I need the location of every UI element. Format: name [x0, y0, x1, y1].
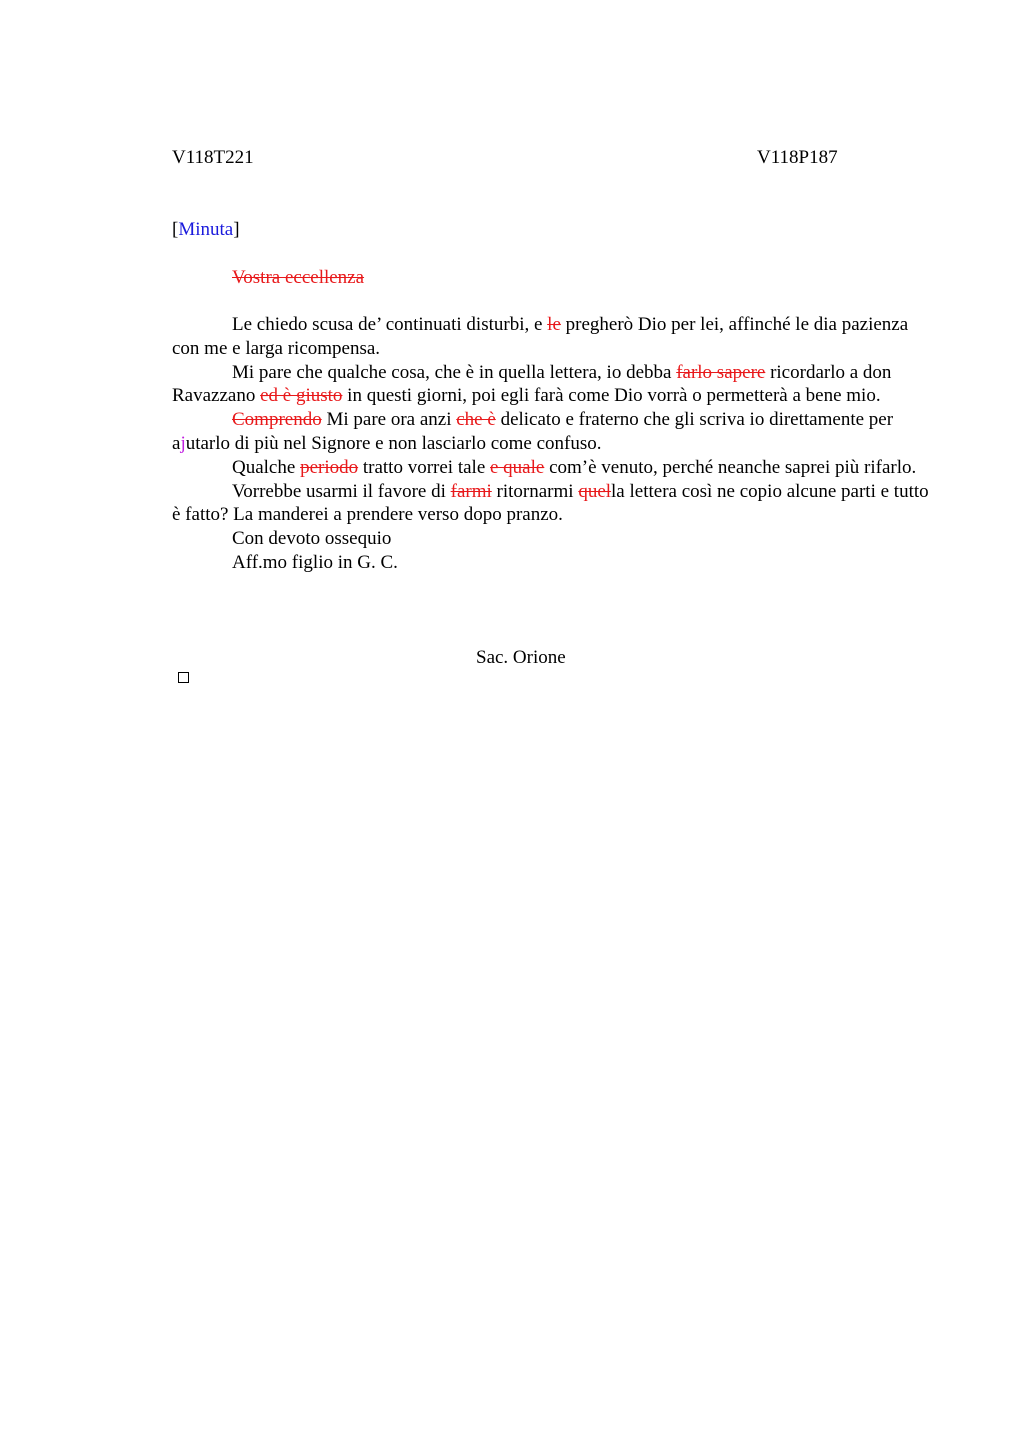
close-bracket: ] [233, 219, 240, 240]
document-code-right: V118P187 [757, 147, 838, 168]
deleted-text: periodo [300, 456, 359, 478]
paragraph-5 [172, 480, 932, 528]
signature: Sac. Orione [476, 647, 566, 668]
minuta-label [172, 218, 240, 242]
deleted-text: farmi [450, 480, 492, 502]
closing-formula: Con devoto ossequio [232, 528, 392, 550]
text-run: Mi pare che qualche cosa, che è in quella lettera, io debba [232, 361, 677, 383]
text-run: com’è venuto, perché neanche saprei più rifarlo. [544, 456, 917, 478]
text-run: la lettera così ne copio alcune parti e tutto è fatto? La manderei a prendere verso dopo pranzo. [172, 480, 929, 526]
text-run: Qualche [232, 456, 301, 478]
paragraph-1 [172, 313, 932, 361]
open-bracket: [ [172, 219, 179, 240]
deleted-text: che è [456, 409, 496, 431]
deleted-text: le [547, 314, 561, 335]
closing-signoff: Aff.mo figlio in G. C. [232, 551, 398, 573]
struck-salutation: Vostra eccellenza [232, 267, 365, 288]
inserted-letter: j [180, 432, 186, 454]
document-code-left: V118T221 [172, 147, 254, 168]
paragraph-4 [172, 456, 932, 480]
letter-body [172, 313, 932, 575]
paragraph-2 [172, 361, 932, 409]
deleted-text: quel [578, 480, 612, 502]
text-run: ritornarmi [491, 480, 579, 502]
text-run: in questi giorni, poi egli farà come Dio vorrà o permetterà a bene mio. [342, 385, 881, 407]
deleted-text: farlo sapere [676, 361, 766, 383]
deleted-text: Comprendo [232, 409, 322, 431]
text-run: ricordarlo a don Ravazzano [172, 361, 892, 407]
minuta-word: Minuta [178, 219, 234, 240]
text-run: delicato e fraterno che gli scriva io direttamente per a [172, 409, 894, 454]
text-run: tratto vorrei tale [358, 456, 490, 478]
text-run: Vorrebbe usarmi il favore di [232, 480, 451, 502]
empty-checkbox-icon [178, 672, 189, 683]
text-run: utarlo di più nel Signore e non lasciarlo come confuso. [185, 432, 602, 454]
text-run: Mi pare ora anzi [321, 409, 457, 431]
deleted-text: e quale [490, 456, 545, 478]
deleted-text: ed è giusto [260, 385, 343, 407]
text-run: pregherò Dio per lei, affinché le dia pazienza con me e larga ricompensa. [172, 314, 909, 359]
text-run: Le chiedo scusa de’ continuati disturbi, e [232, 314, 548, 335]
paragraph-3 [172, 408, 932, 456]
